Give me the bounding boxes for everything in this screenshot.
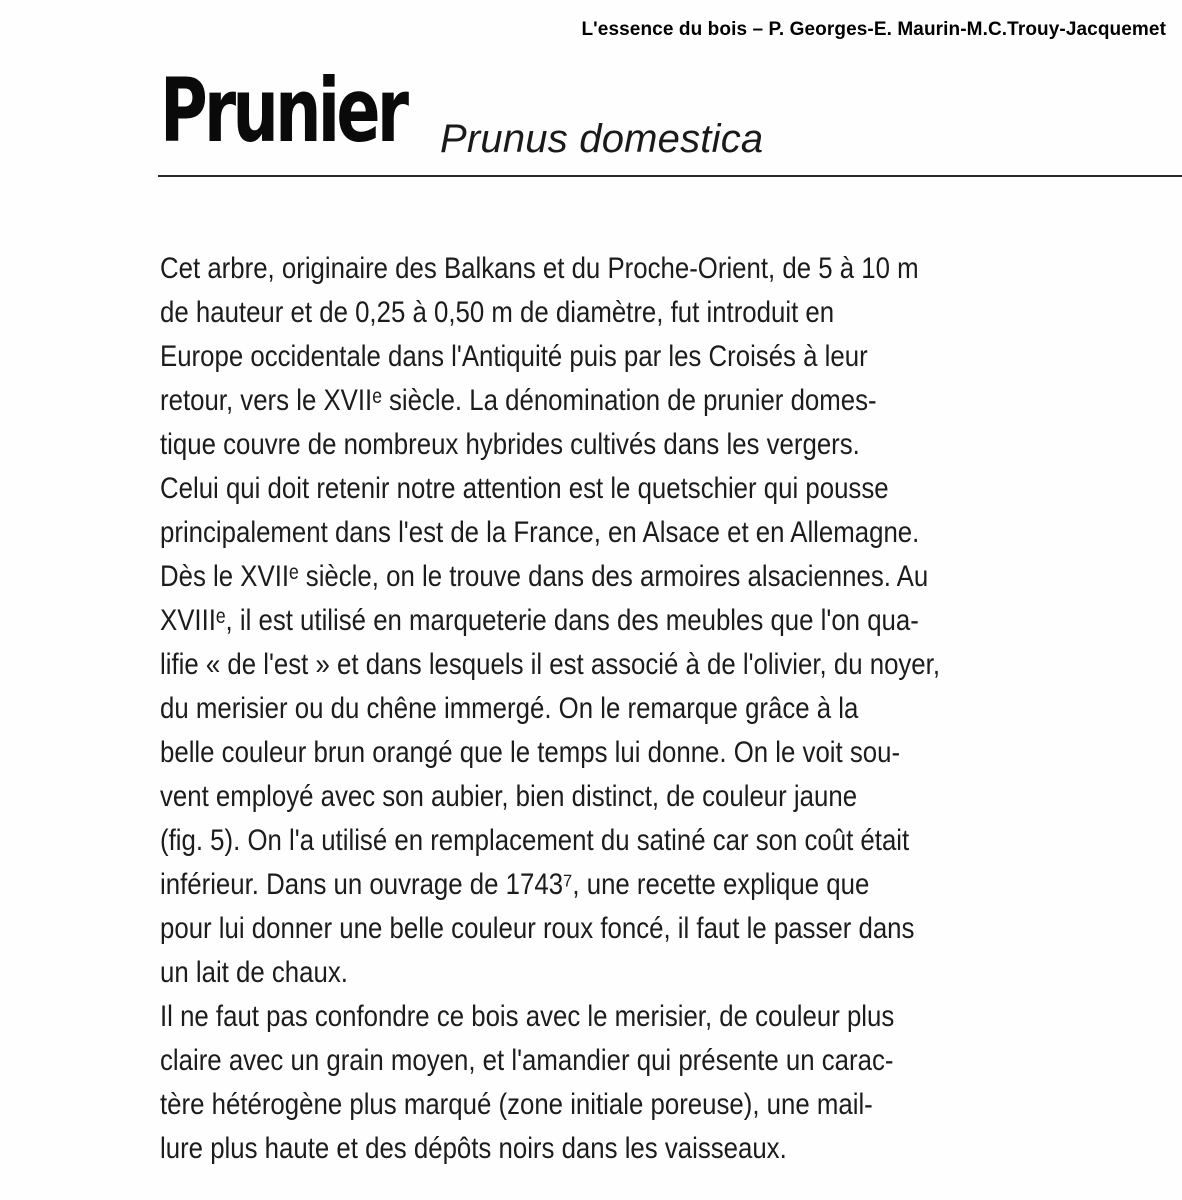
body-line: Cet arbre, originaire des Balkans et du Proche-Orient, de 5 à 10 m [160,252,919,285]
body-line: du merisier ou du chêne immergé. On le remarque grâce à la [160,692,859,725]
body-line: lifie « de l'est » et dans lesquels il est associé à de l'olivier, du noyer, [160,648,941,681]
body-line: Dès le XVIIᵉ siècle, on le trouve dans des armoires alsaciennes. Au [160,560,929,593]
scientific-name: Prunus domestica [440,117,764,161]
body-line: Celui qui doit retenir notre attention est le quetschier qui pousse [160,472,889,505]
body-line: (fig. 5). On l'a utilisé en remplacement du satiné car son coût était [160,824,910,857]
body-line: de hauteur et de 0,25 à 0,50 m de diamètre, fut introduit en [160,296,835,329]
title-row [160,56,1160,166]
title-divider [158,175,1182,177]
body-line: tère hétérogène plus marqué (zone initiale poreuse), une mail- [160,1088,873,1121]
article-body [160,247,1004,1171]
body-line: retour, vers le XVIIᵉ siècle. La dénomination de prunier domes- [160,384,877,417]
body-line: Europe occidentale dans l'Antiquité puis par les Croisés à leur [160,340,868,373]
body-line: Il ne faut pas confondre ce bois avec le merisier, de couleur plus [160,1000,895,1033]
header-credit: L'essence du bois – P. Georges-E. Maurin-M.C.Trouy-Jacquemet [581,19,1166,40]
body-line: claire avec un grain moyen, et l'amandier qui présente un carac- [160,1044,894,1077]
body-line: un lait de chaux. [160,956,348,989]
body-line: XVIIIᵉ, il est utilisé en marqueterie dans des meubles que l'on qua- [160,604,919,637]
body-line: principalement dans l'est de la France, en Alsace et en Allemagne. [160,516,920,549]
body-line: belle couleur brun orangé que le temps lui donne. On le voit sou- [160,736,901,769]
body-line: lure plus haute et des dépôts noirs dans les vaisseaux. [160,1132,787,1165]
page-title: Prunier [160,59,406,162]
body-line: inférieur. Dans un ouvrage de 1743⁷, une recette explique que [160,868,870,901]
body-line: tique couvre de nombreux hybrides cultivés dans les vergers. [160,428,860,461]
body-line: vent employé avec son aubier, bien distinct, de couleur jaune [160,780,858,813]
body-line: pour lui donner une belle couleur roux foncé, il faut le passer dans [160,912,915,945]
